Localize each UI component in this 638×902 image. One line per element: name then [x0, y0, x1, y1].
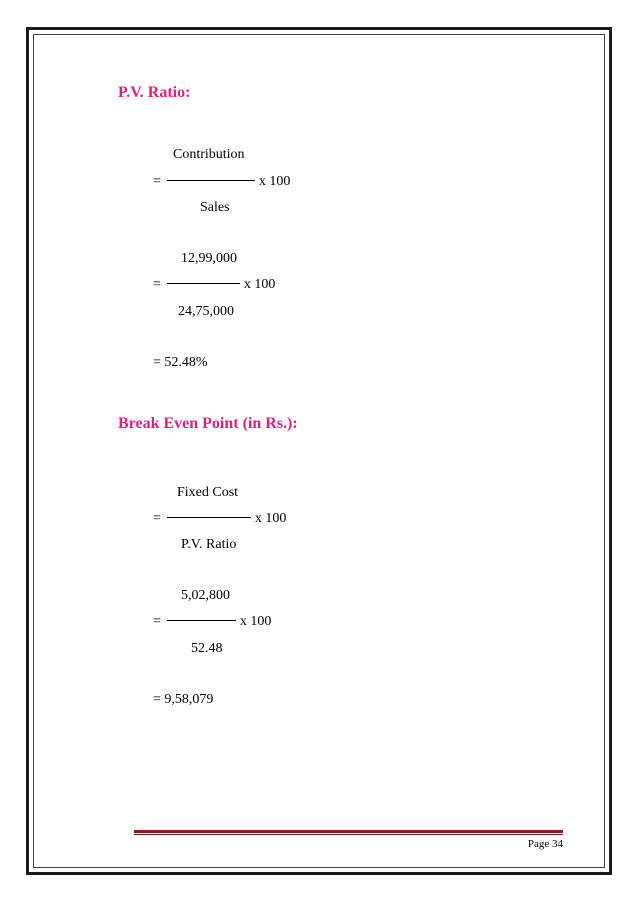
bep-substitution-denominator: 52.48: [191, 641, 223, 656]
bep-substitution-equals: =: [153, 614, 161, 629]
pv-formula-equals: =: [153, 174, 161, 189]
pv-substitution-multiplier: x 100: [243, 277, 276, 292]
pv-ratio-result: = 52.48%: [153, 355, 208, 370]
break-even-heading: Break Even Point (in Rs.):: [118, 415, 298, 432]
pv-substitution-row: [153, 278, 275, 292]
bep-substitution-row: [153, 615, 271, 629]
pv-ratio-heading: P.V. Ratio:: [118, 84, 191, 101]
bep-formula-denominator: P.V. Ratio: [181, 537, 237, 552]
pv-formula-multiplier: x 100: [258, 174, 291, 189]
bep-formula-equals: =: [153, 511, 161, 526]
pv-substitution-equals: =: [153, 277, 161, 292]
pv-formula-row: [153, 175, 290, 189]
page-number: Page 34: [527, 838, 563, 850]
bep-formula-fraction-bar: [167, 517, 251, 518]
pv-formula-denominator: Sales: [200, 200, 230, 215]
bep-formula-multiplier: x 100: [254, 511, 287, 526]
footer-rule-thick: [134, 830, 563, 833]
pv-substitution-denominator: 24,75,000: [178, 304, 234, 319]
pv-substitution-numerator: 12,99,000: [181, 251, 237, 266]
page-border-inner: [33, 34, 605, 868]
bep-substitution-numerator: 5,02,800: [181, 588, 230, 603]
bep-result: = 9,58,079: [153, 692, 214, 707]
bep-substitution-fraction-bar: [167, 620, 236, 621]
pv-formula-fraction-bar: [167, 180, 255, 181]
bep-formula-row: [153, 512, 286, 526]
footer-rule-thin: [134, 834, 563, 835]
pv-formula-numerator: Contribution: [173, 147, 245, 162]
bep-formula-numerator: Fixed Cost: [177, 485, 239, 500]
bep-substitution-multiplier: x 100: [239, 614, 272, 629]
pv-substitution-fraction-bar: [167, 283, 240, 284]
